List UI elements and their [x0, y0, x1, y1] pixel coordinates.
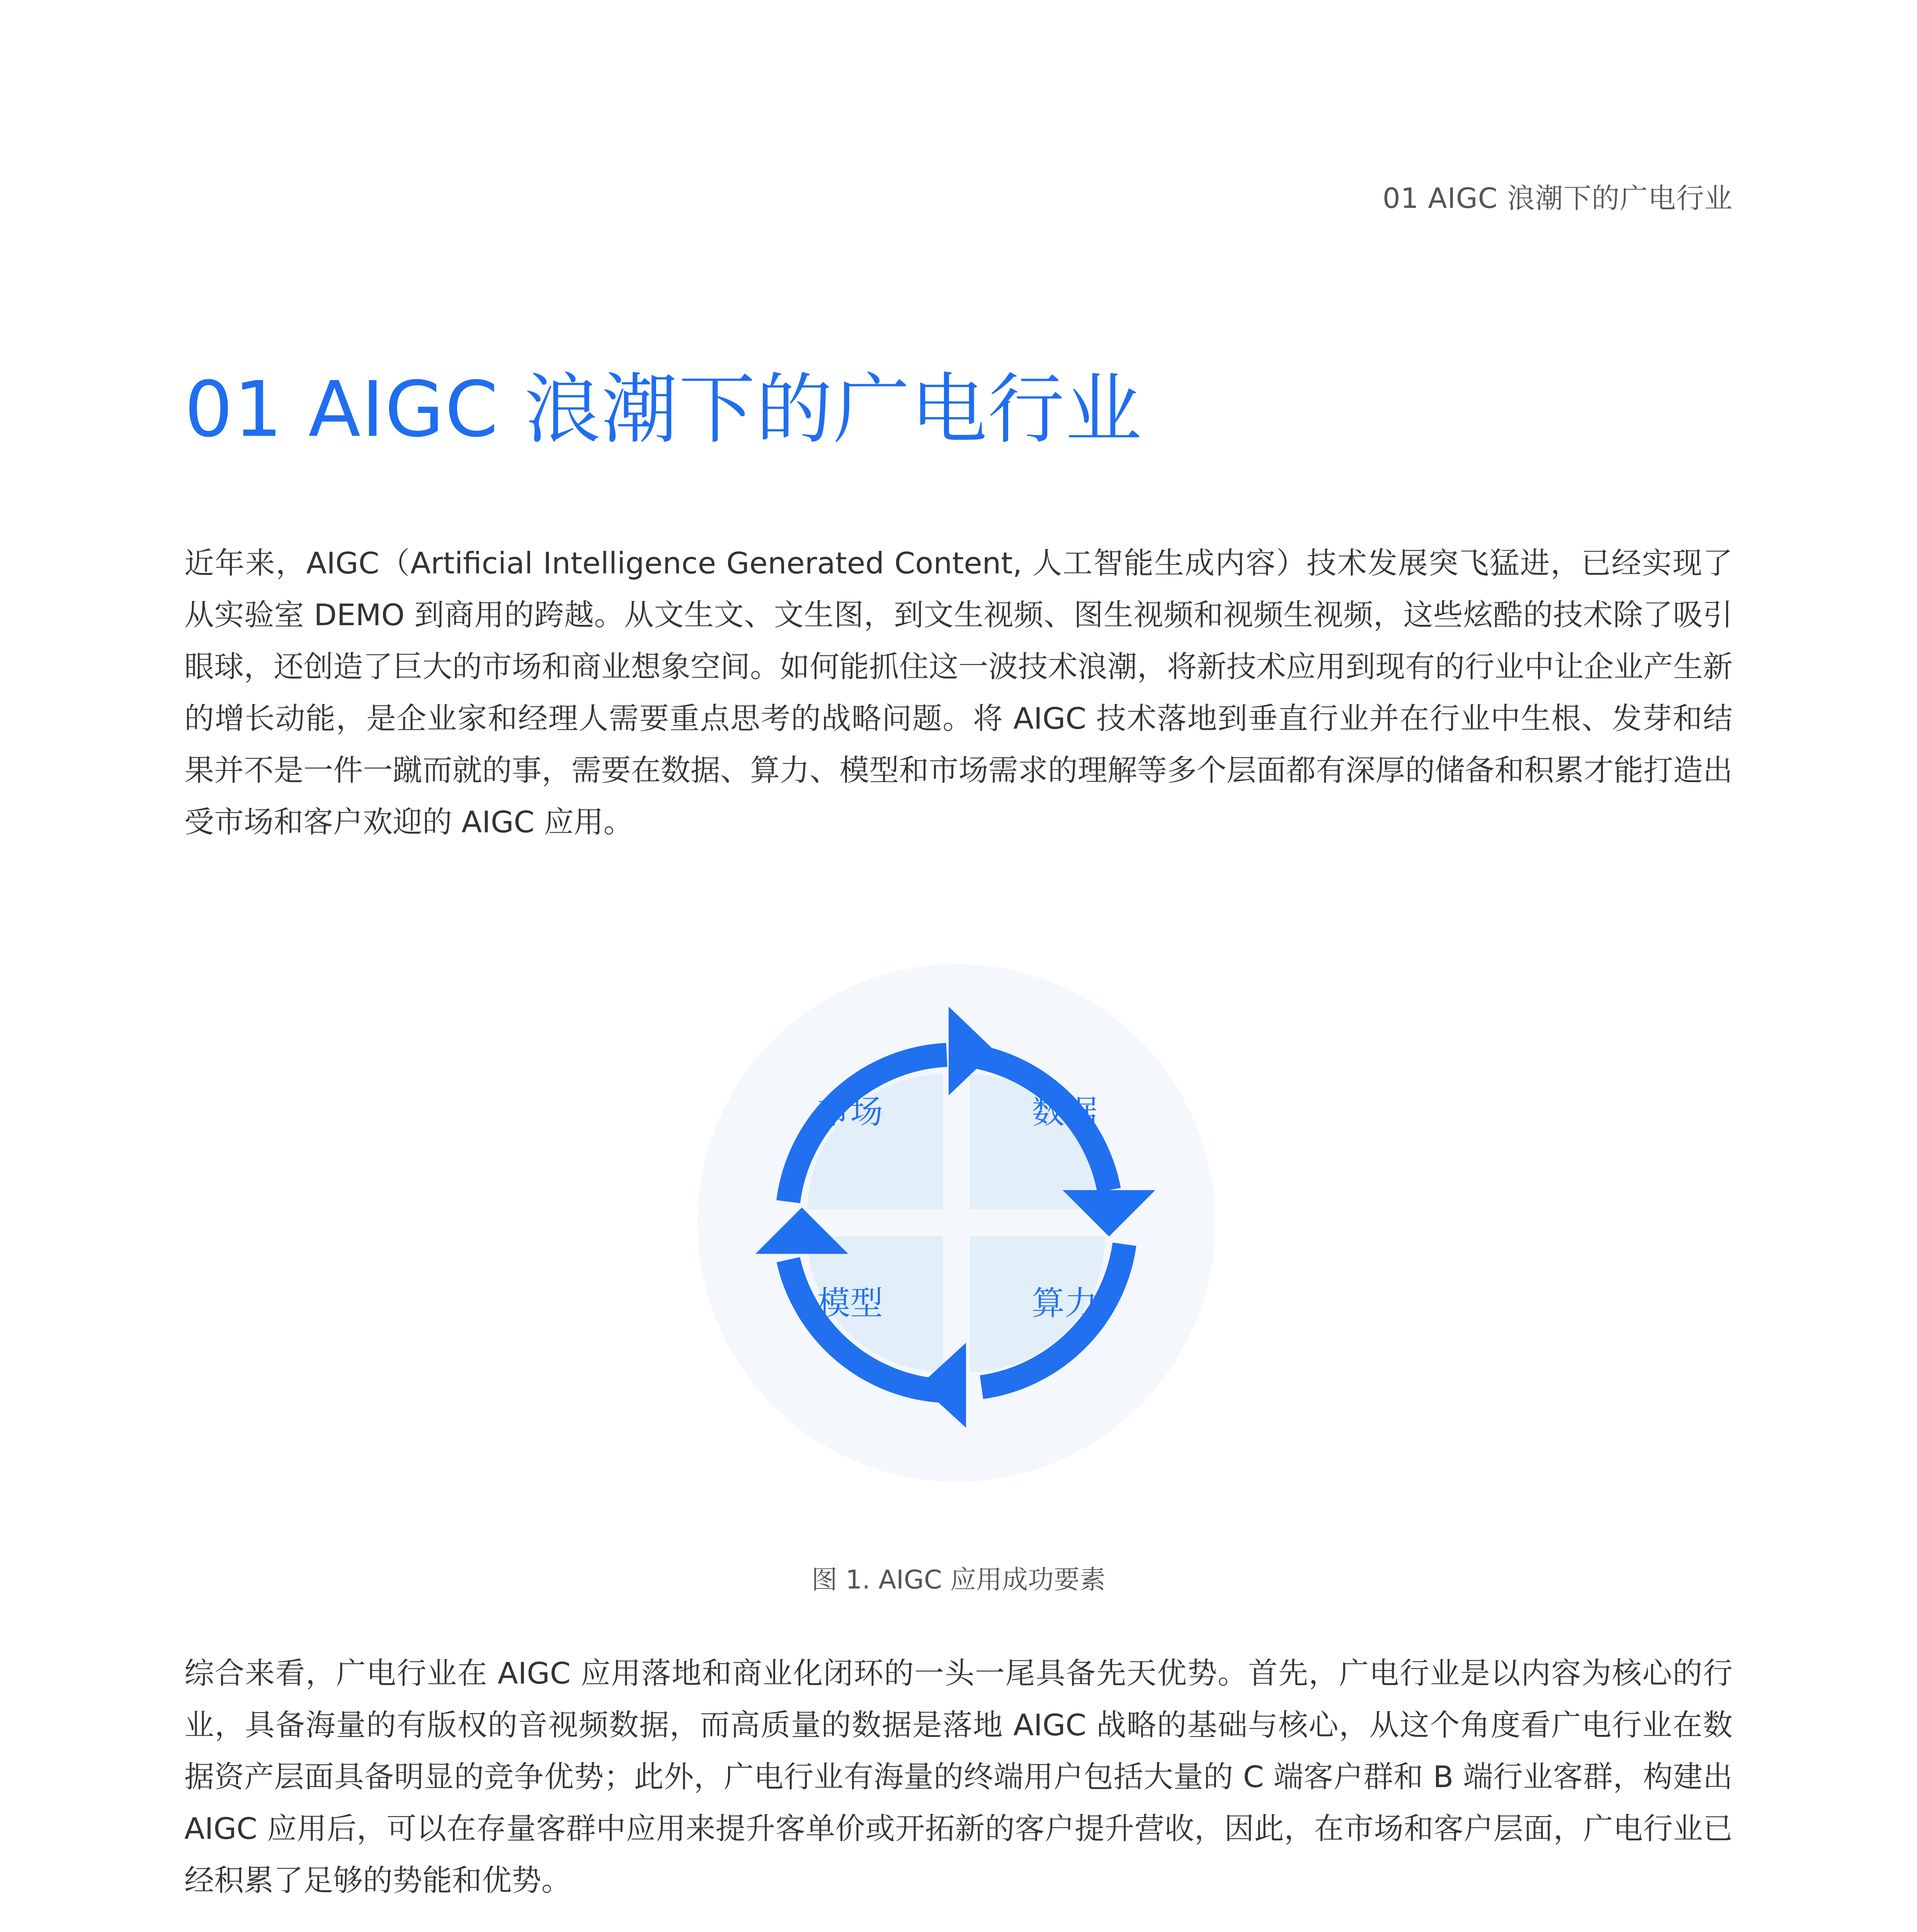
quadrant-label-compute: 算力: [1031, 1284, 1097, 1323]
cycle-diagram: [634, 920, 1279, 1526]
quadrant-label-data: 数据: [1031, 1093, 1097, 1131]
running-header: 01 AIGC 浪潮下的广电行业: [1383, 182, 1733, 214]
intro-paragraph: 近年来，AIGC（Artificial Intelligence Generated Content, 人工智能生成内容）技术发展突飞猛进，已经实现了从实验室 DEMO 到商用的跨越。从文生文、文生图，到文生视频、图生视频和视频生视频，这些炫酷的技术除了吸引眼球，还创造了巨大的市场和商业想象空间。如何能抓住这一波技术浪潮，将新技术应用到现有的行业中让企业产生新的增长动能，是企业家和经理人需要重点思考的战略问题。将 AIGC 技术落地到垂直行业并在行业中生根、发芽和结果并不是一件一蹴而就的事，需要在数据、算力、模型和市场需求的理解等多个层面都有深厚的储备和积累才能打造出受市场和客户欢迎的 AIGC 应用。: [184, 546, 1733, 840]
shortcoming-paragraph: [184, 1930, 1733, 1932]
aigc-cycle-figure: [634, 920, 1279, 1526]
quadrant-label-model: 模型: [817, 1284, 883, 1323]
figure-caption: 图 1. AIGC 应用成功要素: [811, 1565, 1106, 1595]
quadrant-label-market: 市场: [817, 1093, 883, 1131]
section-title: 01 AIGC 浪潮下的广电行业: [184, 365, 1143, 454]
advantage-paragraph: 综合来看，广电行业在 AIGC 应用落地和商业化闭环的一头一尾具备先天优势。首先，广电行业是以内容为核心的行业，具备海量的有版权的音视频数据，而高质量的数据是落地 AIGC 战略的基础与核心，从这个角度看广电行业在数据资产层面具备明显的竞争优势；此外，广电行业有海量的终端用户包括大量的 C 端客户群和 B 端行业客群，构建出 AIGC 应用后，可以在存量客群中应用来提升客单价或开拓新的客户提升营收，因此，在市场和客户层面，广电行业已经积累了足够的势能和优势。: [184, 1656, 1733, 1898]
